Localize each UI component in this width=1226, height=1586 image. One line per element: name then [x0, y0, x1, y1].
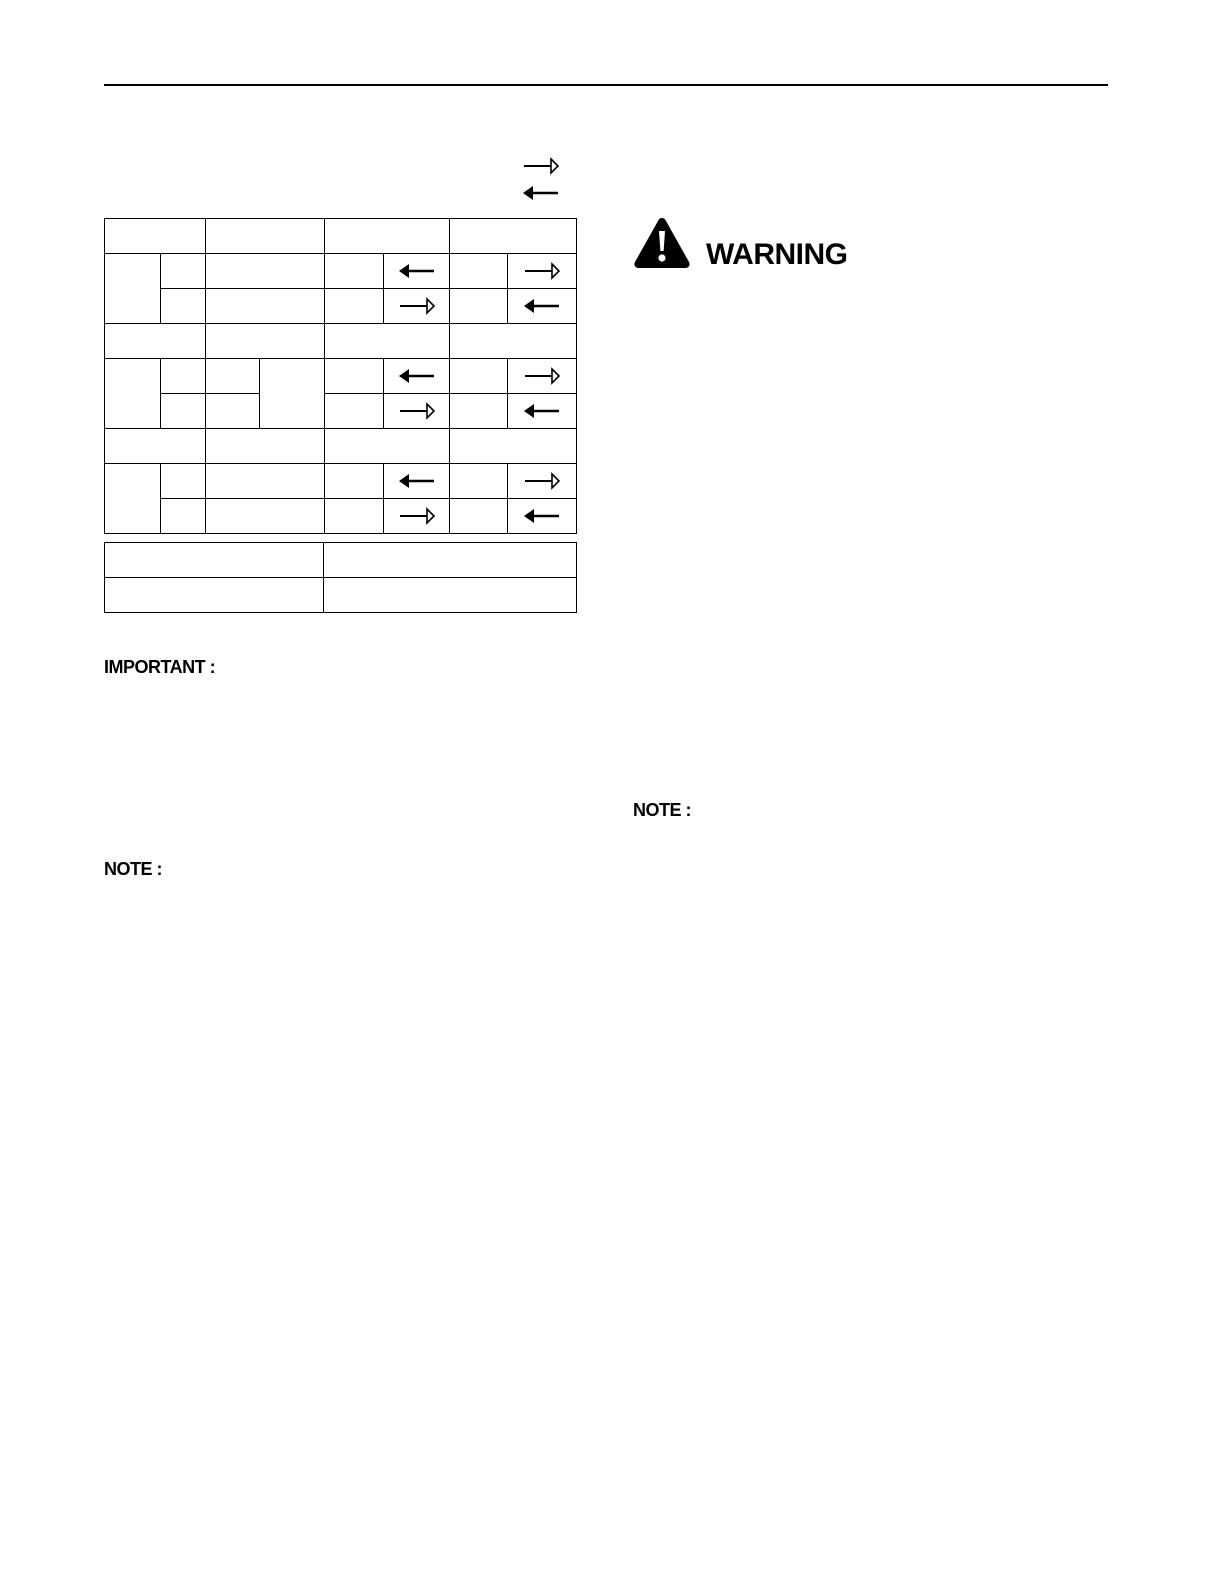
table-row [105, 254, 577, 289]
open-arrow-right-icon [398, 297, 436, 315]
table-row [105, 219, 577, 254]
solid-arrow-left-icon [522, 184, 560, 202]
solid-arrow-left-icon [398, 262, 436, 280]
solid-arrow-left-icon [398, 367, 436, 385]
important-label: IMPORTANT : [104, 657, 216, 677]
table-row [105, 429, 577, 464]
summary-table [104, 542, 577, 613]
solid-arrow-left-icon [523, 297, 561, 315]
solid-arrow-left-icon [523, 402, 561, 420]
note-label-left: NOTE : [104, 859, 162, 879]
open-arrow-right-icon [523, 472, 561, 490]
open-arrow-right-icon [522, 157, 560, 175]
warning-triangle-icon [633, 216, 691, 270]
top-rule [104, 84, 1108, 86]
switch-position-table [104, 218, 577, 534]
table-row [105, 394, 577, 429]
warning-heading: WARNING [706, 238, 848, 271]
table-row [105, 499, 577, 534]
solid-arrow-left-icon [398, 472, 436, 490]
open-arrow-right-icon [398, 507, 436, 525]
table-row [105, 359, 577, 394]
table-row [105, 324, 577, 359]
open-arrow-right-icon [523, 262, 561, 280]
open-arrow-right-icon [523, 367, 561, 385]
table-row [105, 464, 577, 499]
table-row [105, 289, 577, 324]
table-row [105, 543, 577, 578]
table-row [105, 578, 577, 613]
open-arrow-right-icon [398, 402, 436, 420]
solid-arrow-left-icon [523, 507, 561, 525]
note-label-right: NOTE : [633, 800, 691, 820]
